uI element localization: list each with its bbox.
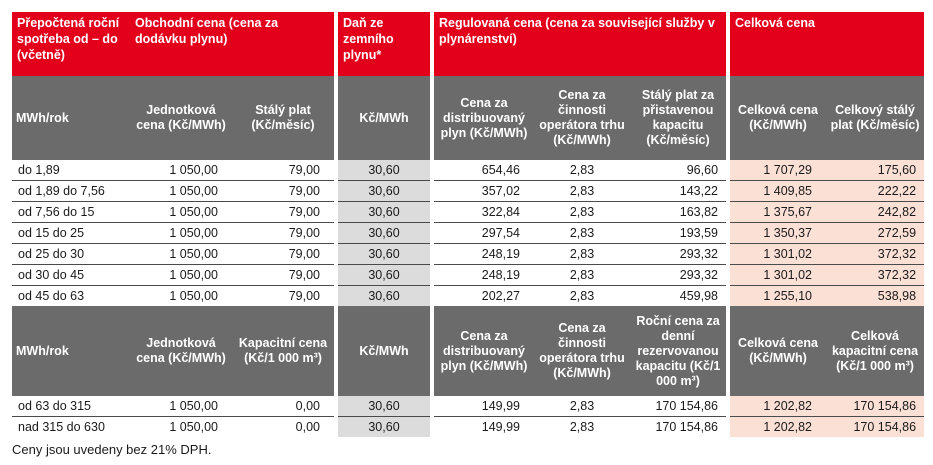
market-operator-cell: 2,83 [534,244,630,265]
capacity-fee-cell: 143,22 [630,181,726,202]
distribution-price-cell: 297,54 [434,223,534,244]
consumption-band-cell: od 63 do 315 [12,396,130,417]
table-row [12,223,924,244]
table-row [12,417,924,438]
header-total-price: Celková cena [730,12,924,76]
tax-cell: 30,60 [338,181,430,202]
market-operator-cell: 2,83 [534,202,630,223]
tax-cell: 30,60 [338,417,430,438]
fixed-fee-cell: 79,00 [232,160,334,181]
consumption-band-cell: od 45 do 63 [18,289,85,303]
total-fixed-fee-cell: 272,59 [826,223,924,244]
market-operator-cell: 2,83 [534,181,630,202]
subheader-market-operator-price: Cena za činnosti operátora trhu (Kč/MWh) [534,306,630,396]
total-unit-price-cell: 1 350,37 [730,223,826,244]
subheader-reserved-capacity-price: Roční cena za denní rezervovanou kapacitu (Kč/1 000 m³) [630,306,726,396]
consumption-band-cell: do 1,89 [12,160,130,181]
subheader-total-fixed-fee: Celkový stálý plat (Kč/měsíc) [826,76,924,160]
market-operator-cell: 2,83 [534,160,630,181]
subheader-unit: MWh/rok [12,306,130,396]
total-fixed-fee-cell: 222,22 [826,181,924,202]
table-row [12,244,924,265]
market-operator-cell: 2,83 [534,223,630,244]
total-unit-price-cell: 1 375,67 [730,202,826,223]
consumption-band-cell: od 15 do 25 [12,223,130,244]
total-fixed-fee-cell: 170 154,86 [826,417,924,438]
subheader-distribution-price: Cena za distribuovaný plyn (Kč/MWh) [434,306,534,396]
subheader-row-1 [12,76,924,160]
distribution-price-cell: 248,19 [434,265,534,286]
table-row [12,265,924,286]
table-row [12,160,924,181]
total-fixed-fee-cell: 242,82 [826,202,924,223]
unit-price-cell: 1 050,00 [130,244,232,265]
market-operator-cell: 2,83 [534,265,630,286]
distribution-price-cell: 357,02 [434,181,534,202]
total-unit-price-cell: 1 301,02 [730,244,826,265]
total-fixed-fee-cell: 538,98 [826,286,924,307]
subheader-distribution-price: Cena za distribuovaný plyn (Kč/MWh) [434,76,534,160]
capacity-fee-cell: 293,32 [630,265,726,286]
subheader-unit: MWh/rok [12,76,130,160]
subheader-total-unit-price: Celková cena (Kč/MWh) [730,306,826,396]
unit-price-cell: 1 050,00 [169,289,218,303]
fixed-fee-cell: 0,00 [232,396,334,417]
consumption-band-cell: nad 315 do 630 [18,420,105,434]
capacity-fee-cell: 163,82 [630,202,726,223]
unit-price-cell: 1 050,00 [130,202,232,223]
tax-cell: 30,60 [338,160,430,181]
tax-cell: 30,60 [338,286,430,307]
total-fixed-fee-cell: 372,32 [826,265,924,286]
capacity-fee-cell: 293,32 [630,244,726,265]
total-unit-price-cell: 1 707,29 [730,160,826,181]
consumption-band-cell: od 7,56 do 15 [12,202,130,223]
tax-cell: 30,60 [338,244,430,265]
table-row [12,181,924,202]
distribution-price-cell: 322,84 [434,202,534,223]
subheader-unit-price: Jednotková cena (Kč/MWh) [130,76,232,160]
unit-price-cell: 1 050,00 [130,265,232,286]
total-fixed-fee-cell: 170 154,86 [826,396,924,417]
subheader-fixed-fee: Stálý plat (Kč/měsíc) [232,76,334,160]
distribution-price-cell: 654,46 [434,160,534,181]
capacity-fee-cell: 170 154,86 [655,420,719,434]
table-body-2 [12,396,924,437]
fixed-fee-cell: 79,00 [232,223,334,244]
distribution-price-cell: 149,99 [481,420,520,434]
total-unit-price-cell: 1 409,85 [730,181,826,202]
distribution-price-cell: 202,27 [481,289,520,303]
subheader-market-operator-price: Cena za činnosti operátora trhu (Kč/MWh) [534,76,630,160]
fixed-fee-cell: 79,00 [232,244,334,265]
consumption-band-cell: od 1,89 do 7,56 [12,181,130,202]
unit-price-cell: 1 050,00 [130,181,232,202]
table-header-row [12,12,924,76]
header-gas-tax: Daň ze zemního plynu* [338,12,430,76]
table-body-1 [12,160,924,306]
subheader-total-unit-price: Celková cena (Kč/MWh) [730,76,826,160]
consumption-band-cell: od 30 do 45 [12,265,130,286]
subheader-capacity-price: Kapacitní cena (Kč/1 000 m³) [232,306,334,396]
tax-cell: 30,60 [338,396,430,417]
total-unit-price-cell: 1 301,02 [730,265,826,286]
capacity-fee-cell: 459,98 [679,289,719,303]
fixed-fee-cell: 79,00 [288,289,320,303]
fixed-fee-cell: 79,00 [232,202,334,223]
tax-cell: 30,60 [338,223,430,244]
price-table [12,12,924,437]
total-fixed-fee-cell: 372,32 [826,244,924,265]
total-fixed-fee-cell: 175,60 [826,160,924,181]
capacity-fee-cell: 193,59 [630,223,726,244]
market-operator-cell: 2,83 [569,289,595,303]
header-regulated-price: Regulovaná cena (cena za související služby v plynárenství) [434,12,726,76]
market-operator-cell: 2,83 [534,396,630,417]
table-row [12,202,924,223]
fixed-fee-cell: 0,00 [295,420,320,434]
header-commercial-price: Obchodní cena (cena za dodávku plynu) [130,12,334,76]
total-unit-price-cell: 1 255,10 [730,286,826,307]
unit-price-cell: 1 050,00 [169,420,218,434]
capacity-fee-cell: 170 154,86 [630,396,726,417]
unit-price-cell: 1 050,00 [130,160,232,181]
capacity-fee-cell: 96,60 [630,160,726,181]
subheader-tax-unit: Kč/MWh [338,76,430,160]
tax-cell: 30,60 [338,265,430,286]
subheader-unit-price: Jednotková cena (Kč/MWh) [130,306,232,396]
consumption-band-cell: od 25 do 30 [12,244,130,265]
fixed-fee-cell: 79,00 [232,265,334,286]
unit-price-cell: 1 050,00 [130,396,232,417]
tax-cell: 30,60 [338,202,430,223]
subheader-row-2 [12,306,924,396]
distribution-price-cell: 248,19 [434,244,534,265]
vat-footnote: Ceny jsou uvedeny bez 21% DPH. [12,442,212,457]
total-unit-price-cell: 1 202,82 [730,417,826,438]
table-row [12,396,924,417]
subheader-tax-unit: Kč/MWh [338,306,430,396]
unit-price-cell: 1 050,00 [130,223,232,244]
subheader-total-capacity-price: Celková kapacitní cena (Kč/1 000 m³) [826,306,924,396]
total-unit-price-cell: 1 202,82 [730,396,826,417]
table-row [12,286,924,307]
market-operator-cell: 2,83 [569,420,595,434]
distribution-price-cell: 149,99 [434,396,534,417]
subheader-capacity-fee: Stálý plat za přistavenou kapacitu (Kč/měsíc) [630,76,726,160]
header-consumption: Přepočtená roční spotřeba od – do (včetně) [12,12,130,76]
fixed-fee-cell: 79,00 [232,181,334,202]
